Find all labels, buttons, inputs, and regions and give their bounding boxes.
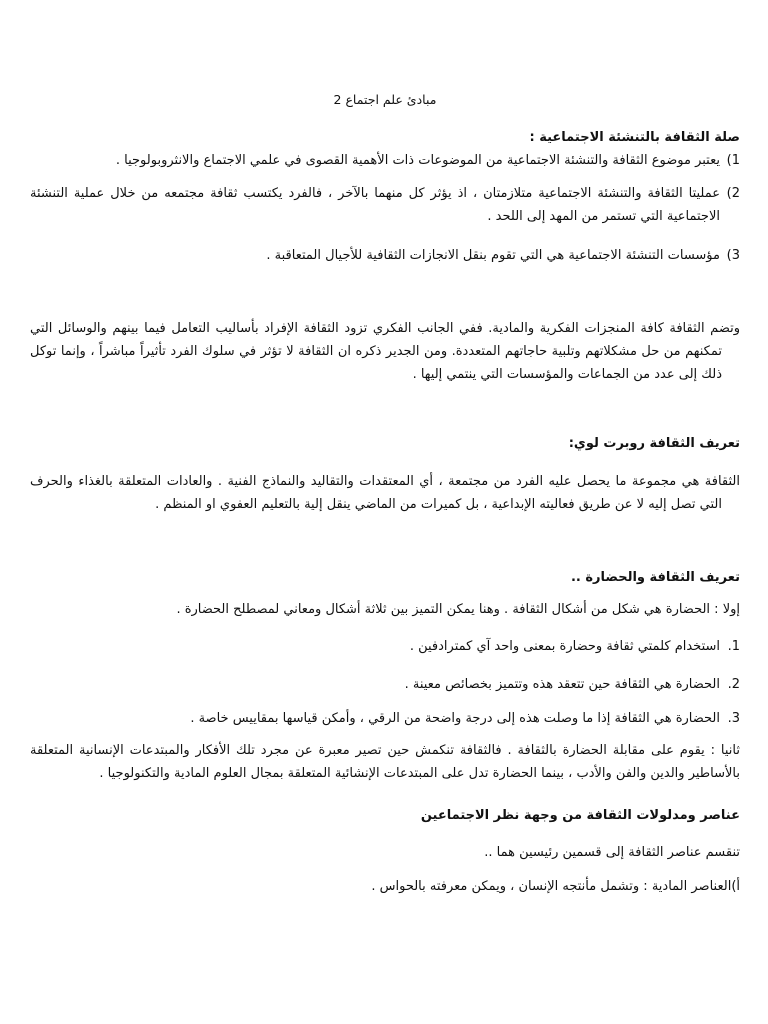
list-item-3: [30, 244, 740, 267]
section-heading-culture-civilization: تعريف الثقافة والحضارة ..: [570, 570, 740, 585]
list-item-1: [30, 149, 740, 172]
list-marker: 3.: [727, 711, 740, 726]
paragraph-lowie-definition: الثقافة هي مجموعة ما يحصل عليه الفرد من مجتمعة ، أي المعتقدات والتقاليد والنماذج الفنية . والعادات المتعلقة بالغذاء والحرف التي تصل إليه لا عن طريق فعاليته الإبداعية ، بل كميرات من الماضي ينقل إلية بالتعليم العفوي او المنظم .: [30, 474, 740, 512]
paragraph-first-point: إولا : الحضارة هي شكل من أشكال الثقافة . وهنا يمكن التميز بين ثلاثة أشكال ومعاني لمصطلح الحضارة .: [176, 602, 740, 617]
section-heading-robert-lowie: تعريف الثقافة روبرت لوي:: [568, 436, 740, 451]
document-title: مبادئ علم اجتماع 2: [333, 92, 437, 107]
list-marker: 3): [726, 248, 740, 263]
list-marker: 1): [726, 153, 740, 168]
list-marker: 1.: [727, 639, 740, 654]
list-item-text: مؤسسات التنشئة الاجتماعية هي التي تقوم بنقل الانجازات الثقافية للأجيال المتعاقبة .: [266, 248, 720, 263]
list-item-text: الحضارة هي الثقافة إذا ما وصلت هذه إلى درجة واضحة من الرقي ، وأمكن قياسها بمقاييس خاصة .: [190, 711, 720, 726]
list-item-text: الحضارة هي الثقافة حين تتعقد هذه وتتميز بخصائص معينة .: [404, 677, 720, 692]
list-marker: 2.: [727, 677, 740, 692]
paragraph-material-elements: أ)العناصر المادية : وتشمل مأنتجه الإنسان ، ويمكن معرفته بالحواس .: [371, 879, 740, 894]
list-marker: 2): [726, 186, 740, 201]
paragraph-elements-division: تنقسم عناصر الثقافة إلى قسمين رئيسين هما ..: [484, 845, 740, 860]
numbered-item-3: [30, 707, 740, 730]
paragraph-culture-includes: وتضم الثقافة كافة المنجزات الفكرية والمادية. ففي الجانب الفكري تزود الثقافة الإفراد بأساليب التعامل فيما بينهم والوسائل التي تمكنهم من حل مشكلاتهم وتلبية حاجاتهم المتعددة. ومن الجدير ذكره ان الثقافة لا تؤثر في سلوك الفرد تأثيراً مباشراً ، وإنما توكل ذلك إلى عدد من الجماعات والمؤسسات التي ينتمي إليها .: [30, 321, 740, 382]
numbered-item-1: [30, 635, 740, 658]
list-item-text: استخدام كلمتي ثقافة وحضارة بمعنى واحد آي كمترادفين .: [409, 639, 720, 654]
paragraph-second-point: ثانيا : يقوم على مقابلة الحضارة بالثقافة . فالثقافة تنكمش حين تصير معبرة عن مجرد تلك الأفكار والمبتدعات الإنسانية المتعلقة بالأساطير والدين والفن والأدب ، بينما الحضارة تدل على المبتدعات الإنشائية المتعلقة بمجال العلوم المادية والتكنولوجيا .: [30, 743, 740, 781]
list-item-text: يعتبر موضوع الثقافة والتنشئة الاجتماعية من الموضوعات ذات الأهمية القصوى في علمي الاجتماع والانثروبولوجيا .: [115, 153, 720, 168]
section-heading-culture-elements: عناصر ومدلولات الثقافة من وجهة نظر الاجتماعين: [420, 808, 740, 823]
list-item-2: [30, 182, 740, 228]
list-item-text: عمليتا الثقافة والتنشئة الاجتماعية متلازمتان ، اذ يؤثر كل منهما بالآخر ، فالفرد يكتسب ثقافة مجتمعه من خلال عملية التنشئة الاجتماعية التي تستمر من المهد إلى اللحد .: [30, 186, 720, 224]
section-heading-culture-socialization: صلة الثقافة بالتنشئة الاجتماعية :: [529, 130, 740, 145]
numbered-item-2: [30, 673, 740, 696]
